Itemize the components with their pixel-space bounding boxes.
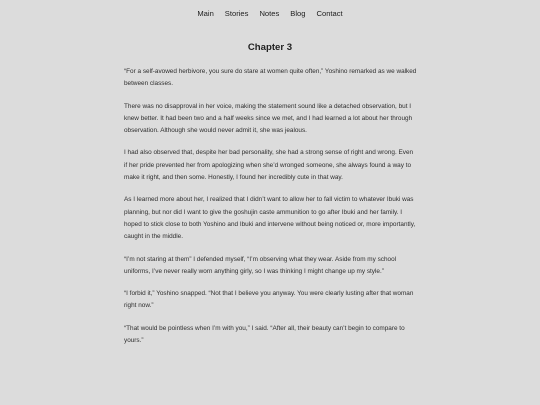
nav-link-notes[interactable]: Notes xyxy=(259,9,280,18)
paragraph: As I learned more about her, I realized that I didn’t want to allow her to fall victim to whatever Ibuki was planning, but nor did I want to give the goshujin caste ammunition to go after Ibuki and her family. I hoped to stick close to both Yoshino and Ibuki and intervene without being noticed or, more importantly, caught in the middle. xyxy=(124,196,416,241)
nav-link-blog[interactable]: Blog xyxy=(290,9,306,18)
nav-link-contact[interactable]: Contact xyxy=(316,9,343,18)
paragraph: “That would be pointless when I’m with you,” I said. “After all, their beauty can’t begin to compare to yours.” xyxy=(124,324,405,345)
chapter-title: Chapter 3 xyxy=(247,42,293,53)
paragraph: “For a self-avowed herbivore, you sure do stare at women quite often,” Yoshino remarked as we walked between classes. xyxy=(124,68,417,88)
paragraph: There was no disapproval in her voice, making the statement sound like a detached observation, but I knew better. It had been two and a half weeks since we met, and I had learned a lot about her through observation. Although she would never admit it, she was jealous. xyxy=(124,102,413,135)
nav-link-main[interactable]: Main xyxy=(197,9,214,18)
paragraph: “I’m not staring at them” I defended myself, “I’m observing what they wear. Aside from my school uniforms, I’ve never really worn anything girly, so I was thinking I might change up my style.” xyxy=(124,255,397,275)
chapter-body xyxy=(124,66,417,357)
nav-link-stories[interactable]: Stories xyxy=(224,9,249,18)
paragraph: “I forbid it,” Yoshino snapped. “Not that I believe you anyway. You were clearly lusting after that woman right now.” xyxy=(124,290,414,310)
paragraph: I had also observed that, despite her bad personality, she had a strong sense of right and wrong. Even if her pride prevented her from apologizing when she’d wronged someone, she always found a way to make it right, and then some. Honestly, I found her incredibly cute in that way. xyxy=(124,149,414,182)
top-nav xyxy=(0,0,540,23)
